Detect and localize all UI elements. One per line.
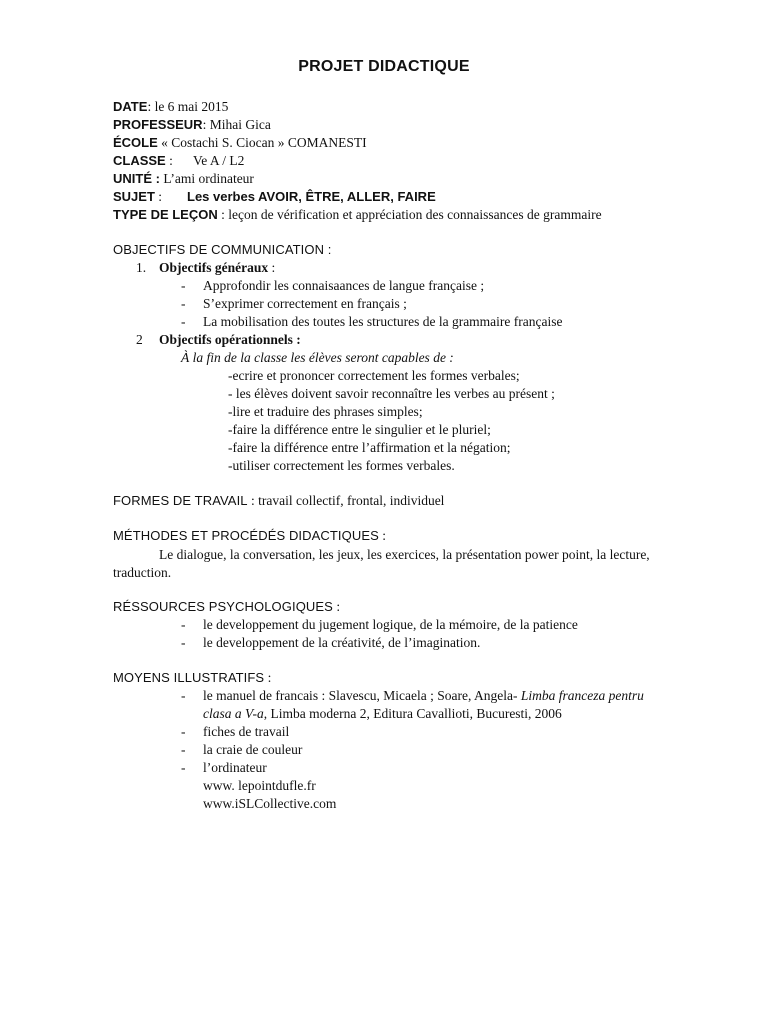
- objectifs-operationnels-label: Objectifs opérationnels :: [159, 332, 301, 347]
- classe-sep: :: [165, 153, 173, 168]
- classe-value: Ve A / L2: [193, 153, 245, 168]
- ecole-value: « Costachi S. Ciocan » COMANESTI: [157, 135, 367, 150]
- bullet-dash: -: [181, 742, 186, 757]
- date-line: [113, 98, 228, 115]
- manuel-title-italic: Limba franceza pentru: [520, 688, 644, 703]
- ecole-label: ÉCOLE: [113, 135, 158, 150]
- ressources-heading-line: [113, 598, 340, 615]
- bullet-dash: -: [181, 314, 186, 329]
- classe-line: [113, 152, 173, 169]
- list-item: -utiliser correctement les formes verbales.: [228, 458, 455, 473]
- bullet-dash: -: [181, 617, 186, 632]
- unite-line: [113, 170, 254, 187]
- list-item: -lire et traduire des phrases simples;: [228, 404, 423, 419]
- moyens-heading-line: [113, 669, 271, 686]
- manuel-title-italic-2: clasa a V-a: [203, 706, 264, 721]
- moyens-sep: :: [264, 670, 272, 685]
- type-lecon-line: [113, 206, 602, 223]
- unite-value: L’ami ordinateur: [159, 171, 254, 186]
- classe-label: CLASSE: [113, 153, 166, 168]
- formes-heading: FORMES DE TRAVAIL: [113, 493, 248, 508]
- list-item: fiches de travail: [203, 724, 290, 739]
- list-item: La mobilisation des toutes les structures de la grammaire française: [203, 314, 563, 329]
- date-value: : le 6 mai 2015: [147, 99, 229, 114]
- list-item: -faire la différence entre le singulier et le pluriel;: [228, 422, 491, 437]
- list-item: -ecrire et prononcer correctement les formes verbales;: [228, 368, 520, 383]
- moyens-heading: MOYENS ILLUSTRATIFS: [113, 670, 265, 685]
- list-item: le developpement du jugement logique, de la mémoire, de la patience: [203, 617, 578, 632]
- link-lepointdufle[interactable]: www. lepointdufle.fr: [203, 778, 316, 793]
- bullet-dash: -: [181, 278, 186, 293]
- bullet-dash: -: [181, 296, 186, 311]
- professeur-label: PROFESSEUR: [113, 117, 203, 132]
- methodes-text-line-2: traduction.: [113, 565, 172, 580]
- methodes-heading: MÉTHODES ET PROCÉDÉS DIDACTIQUES: [113, 528, 379, 543]
- list-item: la craie de couleur: [203, 742, 303, 757]
- objectifs-heading: OBJECTIFS DE COMMUNICATION :: [113, 242, 332, 257]
- manuel-line-2: [203, 705, 562, 722]
- bullet-dash: -: [181, 635, 186, 650]
- sujet-sep: :: [154, 189, 163, 204]
- ecole-line: [113, 134, 367, 151]
- methodes-heading-line: [113, 527, 386, 544]
- sujet-value: Les verbes AVOIR, ÊTRE, ALLER, FAIRE: [187, 189, 436, 204]
- type-lecon-label: TYPE DE LEÇON: [113, 207, 218, 222]
- formes-line: [113, 492, 444, 509]
- type-lecon-value: : leçon de vérification et appréciation des connaissances de grammaire: [217, 207, 602, 222]
- ressources-heading: RÉSSOURCES PSYCHOLOGIQUES: [113, 599, 333, 614]
- professeur-line: [113, 116, 271, 133]
- page-title: PROJET DIDACTIQUE: [298, 58, 470, 75]
- unite-label: UNITÉ :: [113, 171, 160, 186]
- list-item: S’exprimer correctement en français ;: [203, 296, 407, 311]
- methodes-text-line-1: Le dialogue, la conversation, les jeux, les exercices, la présentation power point, la lecture,: [159, 547, 650, 562]
- objectifs-generaux-label: Objectifs généraux: [159, 260, 269, 275]
- manuel-text: le manuel de francais : Slavescu, Micaela ; Soare, Angela-: [203, 688, 521, 703]
- link-islcollective[interactable]: www.iSLCollective.com: [203, 796, 337, 811]
- methodes-sep: :: [378, 528, 387, 543]
- bullet-dash: -: [181, 760, 186, 775]
- formes-value: : travail collectif, frontal, individuel: [247, 493, 445, 508]
- objectifs-generaux-number: 1.: [136, 260, 147, 275]
- objectifs-generaux-title: [159, 259, 275, 276]
- ressources-sep: :: [332, 599, 341, 614]
- list-item: l’ordinateur: [203, 760, 267, 775]
- bullet-dash: -: [181, 724, 186, 739]
- objectifs-operationnels-number: 2: [136, 332, 143, 347]
- list-item: le developpement de la créativité, de l’imagination.: [203, 635, 481, 650]
- list-item: - les élèves doivent savoir reconnaître les verbes au présent ;: [228, 386, 555, 401]
- manuel-publisher: , Limba moderna 2, Editura Cavallioti, Bucuresti, 2006: [263, 706, 562, 721]
- objectifs-operationnels-intro: À la fin de la classe les élèves seront capables de :: [181, 350, 454, 365]
- list-item: -faire la différence entre l’affirmation et la négation;: [228, 440, 511, 455]
- professeur-value: : Mihai Gica: [202, 117, 271, 132]
- objectifs-generaux-sep: :: [268, 260, 276, 275]
- sujet-label: SUJET: [113, 189, 155, 204]
- bullet-dash: -: [181, 688, 186, 703]
- sujet-line: [113, 188, 162, 205]
- list-item: Approfondir les connaisaances de langue française ;: [203, 278, 485, 293]
- manuel-line-1: [203, 687, 644, 704]
- date-label: DATE: [113, 99, 148, 114]
